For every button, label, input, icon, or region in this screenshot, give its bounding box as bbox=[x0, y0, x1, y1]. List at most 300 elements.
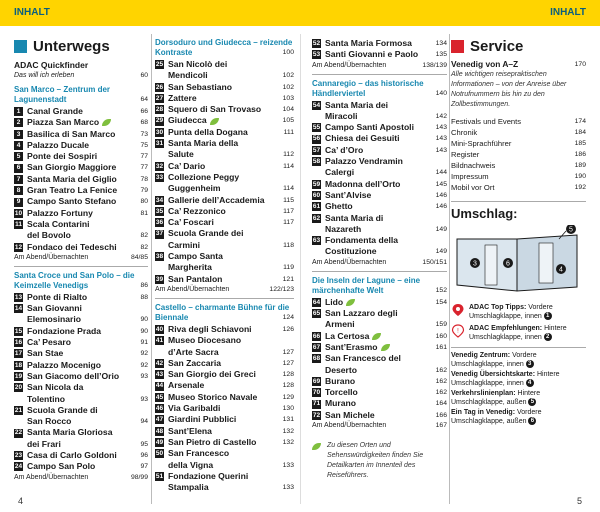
cover-map-entry[interactable] bbox=[451, 389, 586, 407]
entry-number: 4 bbox=[14, 141, 23, 150]
page-number: 114 bbox=[283, 162, 294, 170]
entry-name: Ca’ Foscari bbox=[168, 217, 214, 228]
toc-entry[interactable] bbox=[14, 219, 148, 230]
toc-entry[interactable] bbox=[155, 195, 294, 206]
toc-entry-continuation[interactable] bbox=[155, 262, 294, 273]
toc-list bbox=[14, 106, 148, 253]
cover-panel bbox=[539, 243, 553, 283]
page-number: 91 bbox=[140, 339, 148, 347]
entry-number: 47 bbox=[155, 416, 164, 424]
empfehlung-pin-icon bbox=[451, 324, 465, 338]
evening-note-row[interactable] bbox=[14, 253, 148, 263]
toc-entry[interactable] bbox=[14, 162, 148, 173]
umschlag-title: Umschlag: bbox=[451, 206, 518, 221]
page-number: 111 bbox=[283, 128, 294, 136]
page-number: 118 bbox=[283, 241, 294, 249]
entry-number: 33 bbox=[155, 173, 164, 181]
entry-name: Chiesa dei Gesuiti bbox=[325, 133, 400, 144]
service-entry[interactable] bbox=[451, 138, 586, 149]
toc-entry[interactable] bbox=[312, 353, 447, 364]
toc-entry[interactable] bbox=[155, 335, 294, 346]
entry-number: 32 bbox=[155, 162, 164, 170]
entry-number: 56 bbox=[312, 135, 321, 143]
toc-entry[interactable] bbox=[312, 387, 447, 398]
toc-entry[interactable] bbox=[14, 348, 148, 359]
page-number: 174 bbox=[574, 118, 586, 125]
entry-name: Museo Storico Navale bbox=[168, 391, 258, 402]
service-entry[interactable] bbox=[451, 182, 586, 193]
entry-name: San Lazzaro degli bbox=[325, 308, 398, 319]
toc-entry[interactable] bbox=[312, 213, 447, 224]
cover-map-entry[interactable] bbox=[451, 370, 586, 388]
entry-number: 69 bbox=[312, 377, 321, 385]
toc-entry[interactable] bbox=[312, 308, 447, 319]
toc-entry-continuation[interactable] bbox=[312, 167, 447, 178]
toc-entry[interactable] bbox=[14, 140, 148, 151]
toc-entry-continuation[interactable] bbox=[155, 482, 294, 493]
entry-number: 61 bbox=[312, 203, 321, 211]
section-title: Unterwegs bbox=[33, 38, 110, 55]
page-number: 145 bbox=[435, 180, 447, 188]
toc-entry[interactable] bbox=[312, 145, 447, 156]
toc-entry-continuation[interactable] bbox=[155, 460, 294, 471]
entry-name: Zattere bbox=[168, 92, 197, 103]
entry-number: 17 bbox=[14, 350, 23, 358]
entry-number: 45 bbox=[155, 393, 164, 401]
toc-entry[interactable] bbox=[14, 461, 148, 472]
page-number: 114 bbox=[283, 185, 294, 193]
entry-name: Tolentino bbox=[27, 393, 66, 404]
page-number: 152 bbox=[435, 286, 447, 294]
entry-name: Burano bbox=[325, 375, 356, 386]
entry-name: Fondazione Querini bbox=[168, 470, 249, 481]
entry-number: 34 bbox=[155, 196, 164, 204]
entry-number: 21 bbox=[14, 406, 23, 414]
page-number: 146 bbox=[435, 191, 447, 199]
entry-number: 30 bbox=[155, 128, 164, 136]
toc-entry-continuation[interactable] bbox=[155, 183, 294, 194]
entry-number bbox=[155, 151, 164, 160]
entry-description: Alle wichtigen reisepraktischen Informationen – von der Anreise über Notrufnummern bis hin zu den Zollbestimmungen. bbox=[451, 71, 567, 108]
entry-number bbox=[312, 248, 321, 257]
toc-entry[interactable] bbox=[14, 360, 148, 371]
page-number: 149 bbox=[435, 225, 447, 233]
entry-name: San Sebastiano bbox=[168, 81, 232, 92]
toc-entry[interactable] bbox=[312, 156, 447, 167]
entry-number: 3 bbox=[14, 130, 23, 139]
toc-entry[interactable] bbox=[312, 49, 447, 60]
toc-entry[interactable] bbox=[155, 93, 294, 104]
toc-entry[interactable] bbox=[155, 380, 294, 391]
toc-entry[interactable] bbox=[14, 242, 148, 253]
service-entry[interactable] bbox=[451, 127, 586, 138]
badge: 6 bbox=[528, 417, 536, 425]
entry-number bbox=[312, 169, 321, 178]
entry-name: San Stae bbox=[27, 348, 64, 359]
entry-name: Palazzo Vendramin bbox=[325, 156, 403, 167]
entry-number: 23 bbox=[14, 452, 23, 460]
entry-number: 20 bbox=[14, 384, 23, 392]
toc-entry-continuation[interactable] bbox=[14, 394, 148, 405]
page-number: 143 bbox=[435, 146, 447, 154]
service-list bbox=[451, 116, 586, 193]
entry-name: Santa Maria Gloriosa bbox=[27, 427, 113, 438]
toc-entry[interactable] bbox=[155, 206, 294, 217]
page-number: 132 bbox=[282, 438, 294, 446]
toc-entry[interactable] bbox=[14, 185, 148, 196]
toc-list bbox=[155, 324, 294, 493]
map-location: Vordere Umschlagklappe, innen bbox=[451, 352, 537, 368]
map-label: Venedig Zentrum: bbox=[451, 352, 511, 359]
toc-entry[interactable] bbox=[14, 450, 148, 461]
map-location: Hintere Umschlagklappe, innen bbox=[451, 371, 560, 387]
entry-number: 5 bbox=[14, 152, 23, 161]
toc-entry[interactable] bbox=[312, 297, 447, 308]
entry-number: 1 bbox=[14, 107, 23, 116]
toc-entry-continuation[interactable] bbox=[14, 230, 148, 241]
page-number: 184 bbox=[574, 129, 586, 136]
heading-text: Castello – charmante Bühne für die Biennale bbox=[155, 302, 290, 322]
entry-number: 15 bbox=[14, 327, 23, 335]
service-entry[interactable] bbox=[451, 116, 586, 127]
toc-entry[interactable] bbox=[155, 217, 294, 228]
toc-entry[interactable] bbox=[312, 201, 447, 212]
quickfinder-row[interactable] bbox=[14, 71, 148, 81]
entry-name: Elemosinario bbox=[27, 314, 81, 325]
service-entry[interactable] bbox=[451, 160, 586, 171]
cover-panel bbox=[485, 245, 497, 285]
evening-note-row[interactable] bbox=[312, 258, 447, 268]
page-number: 112 bbox=[283, 151, 294, 159]
entry-number: 31 bbox=[155, 140, 164, 148]
entry-number bbox=[155, 461, 164, 470]
page-number: 75 bbox=[140, 141, 148, 149]
entry-name: San Giovanni bbox=[27, 303, 82, 314]
toc-list bbox=[155, 59, 294, 285]
divider bbox=[14, 266, 148, 267]
toc-entry[interactable] bbox=[312, 342, 447, 353]
evening-note-row[interactable] bbox=[155, 285, 294, 295]
heading-text: Dorsoduro und Giudecca – reizende Kontraste bbox=[155, 38, 293, 57]
toc-heading[interactable] bbox=[14, 85, 148, 105]
column-divider bbox=[449, 34, 450, 504]
page-number: 134 bbox=[435, 40, 447, 47]
cover-map-entry[interactable] bbox=[451, 408, 586, 426]
entry-name: Calergi bbox=[325, 167, 355, 178]
entry-name: San Giorgio Maggiore bbox=[27, 162, 117, 173]
entry-name: Stampalia bbox=[168, 482, 209, 493]
toc-entry[interactable] bbox=[14, 196, 148, 207]
toc-heading[interactable] bbox=[14, 271, 148, 291]
entry-name: Palazzo Mocenigo bbox=[27, 359, 102, 370]
toc-entry[interactable] bbox=[14, 382, 148, 393]
page-number: 132 bbox=[282, 427, 294, 435]
toc-entry[interactable] bbox=[451, 59, 586, 70]
toc-entry[interactable] bbox=[155, 138, 294, 149]
toc-entry-continuation[interactable] bbox=[312, 319, 447, 330]
entry-name: della Vigna bbox=[168, 459, 214, 470]
toc-entry[interactable] bbox=[155, 426, 294, 437]
page-number: 102 bbox=[282, 83, 294, 91]
toc-entry-continuation[interactable] bbox=[155, 149, 294, 160]
page-number: 81 bbox=[140, 209, 148, 217]
entry-number bbox=[14, 395, 23, 404]
evening-note-row[interactable] bbox=[14, 473, 148, 483]
entry-name: d’Arte Sacra bbox=[168, 346, 219, 357]
column-divider bbox=[151, 34, 152, 504]
toc-entry-continuation[interactable] bbox=[14, 314, 148, 325]
entry-name: Arsenale bbox=[168, 380, 205, 391]
toc-entry[interactable] bbox=[155, 392, 294, 403]
page-number: 146 bbox=[435, 203, 447, 211]
heading-text: San Marco – Zentrum der Lagunenstadt bbox=[14, 85, 111, 104]
entry-name: Scuola Grande dei bbox=[168, 228, 244, 239]
top-tipp-pin-icon bbox=[451, 303, 465, 317]
service-entry[interactable] bbox=[451, 149, 586, 160]
toc-entry[interactable] bbox=[14, 405, 148, 416]
page-number: 105 bbox=[282, 117, 294, 125]
entry-name: Bildnachweis bbox=[451, 161, 496, 170]
toc-entry[interactable] bbox=[312, 179, 447, 190]
entry-name: Fondaco dei Tedeschi bbox=[27, 241, 117, 252]
page-number: 192 bbox=[574, 184, 586, 191]
toc-entry-continuation[interactable] bbox=[155, 240, 294, 251]
entry-number: 40 bbox=[155, 325, 164, 333]
toc-entry[interactable] bbox=[14, 427, 148, 438]
page-number: 128 bbox=[282, 371, 294, 379]
page-number: 90 bbox=[140, 327, 148, 335]
toc-entry[interactable] bbox=[14, 174, 148, 185]
toc-entry[interactable] bbox=[312, 133, 447, 144]
entry-name: Santa Maria del Giglio bbox=[27, 173, 117, 184]
toc-heading[interactable] bbox=[155, 38, 294, 58]
page-number: 164 bbox=[435, 400, 447, 408]
entry-name: San Rocco bbox=[27, 416, 72, 427]
entry-number bbox=[155, 263, 164, 272]
page-number: 138/139 bbox=[422, 61, 447, 69]
empfehlungen-text: Hintere Umschlagklappe, innen bbox=[469, 325, 567, 341]
page-number: 140 bbox=[435, 89, 447, 97]
toc-entry[interactable] bbox=[155, 358, 294, 369]
divider bbox=[312, 74, 447, 75]
entry-number: 6 bbox=[14, 164, 23, 173]
toc-entry[interactable] bbox=[155, 161, 294, 172]
column-service bbox=[451, 38, 586, 427]
heading-text: Die Inseln der Lagune – eine märchenhafte Welt bbox=[312, 275, 421, 295]
entry-name: Guggenheim bbox=[168, 183, 221, 194]
toc-entry[interactable] bbox=[155, 59, 294, 70]
toc-heading[interactable] bbox=[312, 276, 447, 296]
entry-name: Sant’Alvise bbox=[325, 189, 372, 200]
page-number: 88 bbox=[140, 293, 148, 301]
evening-note-row[interactable] bbox=[312, 421, 447, 431]
map-list bbox=[451, 351, 586, 426]
toc-entry[interactable] bbox=[155, 403, 294, 414]
header-title-right: INHALT bbox=[550, 7, 586, 18]
toc-heading[interactable] bbox=[155, 303, 294, 323]
entry-name: Ponte dei Sospiri bbox=[27, 151, 98, 162]
toc-entry[interactable] bbox=[155, 369, 294, 380]
entry-number: 9 bbox=[14, 198, 23, 207]
page-number: 97 bbox=[140, 463, 148, 471]
entry-name: San Francesco del bbox=[325, 353, 401, 364]
entry-name: Santa Maria Formosa bbox=[325, 38, 412, 48]
header-bar bbox=[0, 0, 600, 26]
entry-number: 25 bbox=[155, 61, 164, 68]
entry-number: 39 bbox=[155, 275, 164, 283]
toc-entry[interactable] bbox=[14, 292, 148, 303]
column-2 bbox=[155, 38, 294, 493]
entry-number: 22 bbox=[14, 429, 23, 437]
evening-note-row[interactable] bbox=[312, 61, 447, 71]
toc-entry[interactable] bbox=[14, 117, 148, 128]
empfehlungen-row[interactable] bbox=[451, 324, 586, 342]
page-number: 159 bbox=[435, 321, 447, 329]
toc-entry-continuation[interactable] bbox=[312, 224, 447, 235]
note-text: Am Abend/Übernachten bbox=[312, 258, 387, 266]
entry-number: 28 bbox=[155, 106, 164, 114]
service-entry[interactable] bbox=[451, 171, 586, 182]
divider bbox=[312, 271, 447, 272]
entry-number: 42 bbox=[155, 359, 164, 367]
map-label: Verkehrslinienplan: bbox=[451, 390, 516, 397]
map-footnote bbox=[312, 441, 447, 481]
entry-number: 38 bbox=[155, 253, 164, 261]
toc-entry[interactable] bbox=[14, 106, 148, 117]
toc-entry-continuation[interactable] bbox=[14, 439, 148, 450]
section-service bbox=[451, 38, 586, 55]
entry-number: 48 bbox=[155, 427, 164, 435]
toc-entry[interactable] bbox=[14, 208, 148, 219]
toc-entry[interactable] bbox=[155, 115, 294, 126]
toc-entry[interactable] bbox=[14, 326, 148, 337]
toc-entry[interactable] bbox=[312, 376, 447, 387]
page-number: 166 bbox=[435, 411, 447, 419]
entry-name: San Giorgio dei Greci bbox=[168, 369, 256, 380]
toc-entry-continuation[interactable] bbox=[312, 246, 447, 257]
toc-entry[interactable] bbox=[312, 410, 447, 421]
entry-name: Armeni bbox=[325, 319, 355, 330]
toc-entry[interactable] bbox=[14, 129, 148, 140]
page-number: 68 bbox=[140, 119, 148, 127]
toc-entry-continuation[interactable] bbox=[155, 347, 294, 358]
toc-entry[interactable] bbox=[155, 324, 294, 335]
toc-entry[interactable] bbox=[155, 251, 294, 262]
entry-number: 11 bbox=[15, 220, 22, 228]
toc-entry[interactable] bbox=[14, 151, 148, 162]
map-leaf-icon bbox=[102, 119, 111, 126]
entry-name: Gallerie dell’Accademia bbox=[168, 194, 265, 205]
toc-entry[interactable] bbox=[155, 414, 294, 425]
toc-entry[interactable] bbox=[312, 100, 447, 111]
entry-number: 43 bbox=[155, 371, 164, 379]
page-number: 127 bbox=[282, 348, 294, 356]
map-leaf-icon bbox=[346, 299, 355, 306]
cover-map-entry[interactable] bbox=[451, 351, 586, 369]
page-number: 117 bbox=[283, 207, 294, 215]
toc-entry[interactable] bbox=[312, 235, 447, 246]
entry-number: 55 bbox=[312, 124, 321, 132]
toc-entry-continuation[interactable] bbox=[312, 111, 447, 122]
page-number: 94 bbox=[140, 418, 148, 426]
page-number: 144 bbox=[435, 169, 447, 177]
toc-entry[interactable] bbox=[155, 104, 294, 115]
entry-name: San Michele bbox=[325, 409, 375, 420]
entry-name: Campo San Polo bbox=[27, 461, 96, 472]
toc-heading[interactable] bbox=[312, 79, 447, 99]
entry-name: Madonna dell’Orto bbox=[325, 178, 401, 189]
entry-name: San Nicola da bbox=[27, 382, 84, 393]
entry-name: San Zaccaria bbox=[168, 357, 222, 368]
toc-entry[interactable] bbox=[312, 190, 447, 201]
toc-entry[interactable] bbox=[155, 82, 294, 93]
entry-name: Carmini bbox=[168, 239, 200, 250]
entry-name: Santa Maria di bbox=[325, 212, 384, 223]
page-number: 93 bbox=[140, 395, 148, 403]
entry-number: 29 bbox=[155, 117, 164, 125]
entry-number: 36 bbox=[155, 219, 164, 227]
entry-number bbox=[155, 483, 164, 492]
entry-number: 24 bbox=[14, 463, 23, 471]
toc-entry[interactable] bbox=[155, 437, 294, 448]
map-label: Venedig Übersichtskarte: bbox=[451, 371, 536, 378]
top-tipps-row[interactable] bbox=[451, 303, 586, 321]
toc-entry-continuation[interactable] bbox=[14, 416, 148, 427]
entry-name: Scuola Grande di bbox=[27, 404, 98, 415]
page-number: 86 bbox=[140, 281, 148, 289]
toc-entry[interactable] bbox=[155, 228, 294, 239]
divider bbox=[451, 201, 586, 202]
entry-number: 2 bbox=[14, 118, 23, 127]
toc-entry[interactable] bbox=[14, 337, 148, 348]
entry-name: Festivals und Events bbox=[451, 117, 522, 126]
entry-name: San Pantalon bbox=[168, 273, 223, 284]
toc-entry-continuation[interactable] bbox=[312, 365, 447, 376]
divider bbox=[451, 347, 586, 348]
toc-entry[interactable] bbox=[14, 371, 148, 382]
toc-entry-continuation[interactable] bbox=[155, 70, 294, 81]
toc-entry[interactable] bbox=[312, 38, 447, 49]
note-text: Am Abend/Übernachten bbox=[312, 61, 387, 69]
map-label: Ein Tag in Venedig: bbox=[451, 409, 516, 416]
entry-name: Santa Maria dei bbox=[325, 99, 389, 110]
entry-name: dei Frari bbox=[27, 438, 61, 449]
toc-entry[interactable] bbox=[155, 127, 294, 138]
page-number-right: 5 bbox=[576, 496, 582, 506]
entry-number: 63 bbox=[312, 237, 321, 245]
page-number: 82 bbox=[140, 243, 148, 251]
toc-entry[interactable] bbox=[14, 303, 148, 314]
toc-entry[interactable] bbox=[155, 471, 294, 482]
entry-name: Via Garibaldi bbox=[168, 403, 221, 414]
page-number: 126 bbox=[282, 325, 294, 333]
page-number: 84/85 bbox=[130, 253, 148, 261]
page-number: 66 bbox=[140, 108, 148, 115]
toc-entry[interactable] bbox=[312, 331, 447, 342]
toc-entry[interactable] bbox=[155, 274, 294, 285]
entry-number: 26 bbox=[155, 83, 164, 91]
page-number: 185 bbox=[574, 140, 586, 147]
page-number: 190 bbox=[574, 173, 586, 180]
page-number: 170 bbox=[574, 61, 586, 68]
toc-entry[interactable] bbox=[155, 172, 294, 183]
toc-entry[interactable] bbox=[312, 398, 447, 409]
page-number: 162 bbox=[435, 389, 447, 397]
toc-entry[interactable] bbox=[312, 122, 447, 133]
page-number: 100 bbox=[282, 49, 294, 56]
page-number: 119 bbox=[283, 264, 294, 272]
toc-entry[interactable] bbox=[155, 448, 294, 459]
